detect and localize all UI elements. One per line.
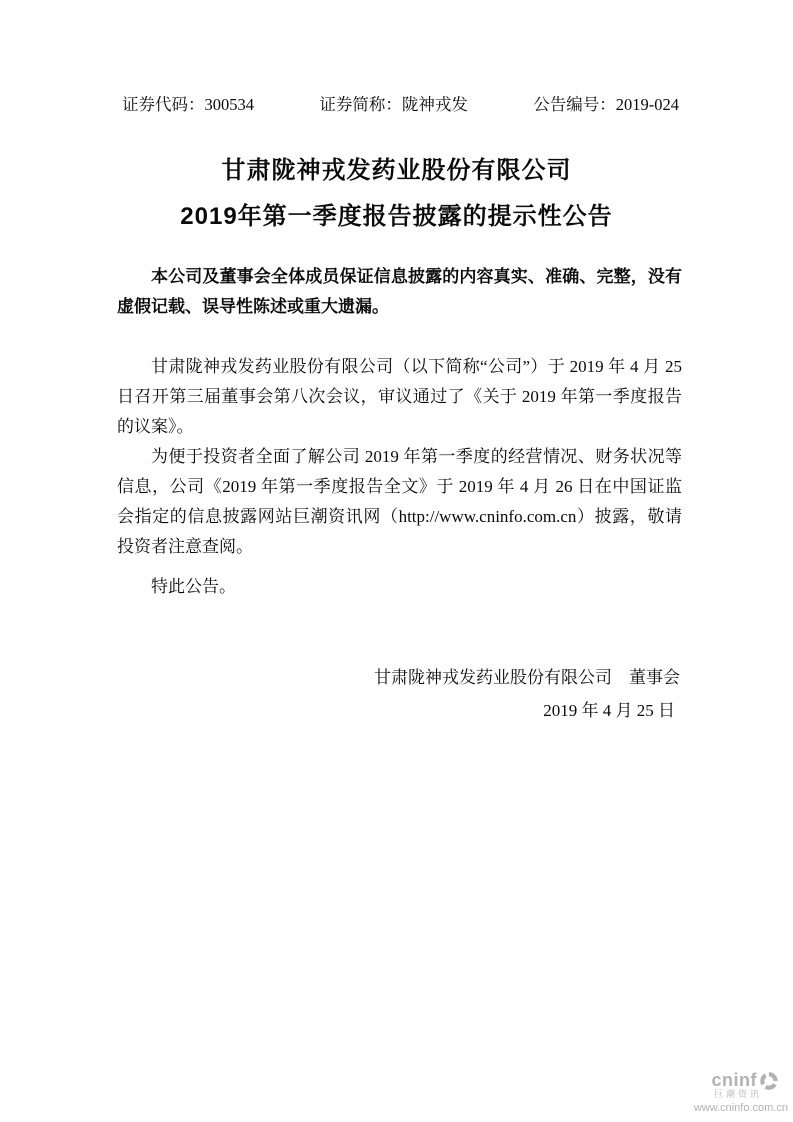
body-paragraph-meeting: 甘肃陇神戎发药业股份有限公司（以下简称“公司”）于 2019 年 4 月 25 日召开第三届董事会第八次会议，审议通过了《关于 2019 年第一季度报告的议案》。 [117, 357, 682, 436]
cninfo-watermark [694, 1071, 788, 1114]
cninfo-brand-text: cninf [711, 1070, 757, 1091]
announcement-number-label: 公告编号：2019-024 [533, 95, 679, 114]
signature-company: 甘肃陇神戎发药业股份有限公司 董事会 [374, 668, 680, 687]
cninfo-chinese-name: 巨潮资讯 [713, 1089, 762, 1100]
document-header [122, 91, 679, 115]
stock-code-label: 证券代码：300534 [122, 95, 254, 114]
cninfo-url-text: www.cninfo.com.cn [693, 1101, 788, 1114]
signature-block [374, 661, 680, 727]
body-paragraph-disclosure: 为便于投资者全面了解公司 2019 年第一季度的经营情况、财务状况等信息，公司《2019 年第一季度报告全文》于 2019 年 4 月 26 日在中国证监会指定的信息披露网站巨潮资讯网（http://www.cninfo.com.cn）披露，敬请投资者注意查阅。 [117, 447, 682, 556]
signature-date: 2019 年 4 月 25 日 [543, 701, 675, 720]
announcement-subtitle: 2019年第一季度报告披露的提示性公告 [180, 203, 613, 230]
stock-abbr-label: 证券简称：陇神戎发 [319, 95, 468, 114]
company-title: 甘肃陇神戎发药业股份有限公司 [221, 157, 572, 184]
body-paragraph-closing: 特此公告。 [151, 577, 236, 596]
disclosure-statement: 本公司及董事会全体成员保证信息披露的内容真实、准确、完整，没有虚假记载、误导性陈述或重大遗漏。 [117, 267, 682, 316]
cninfo-swirl-icon [759, 1071, 779, 1091]
